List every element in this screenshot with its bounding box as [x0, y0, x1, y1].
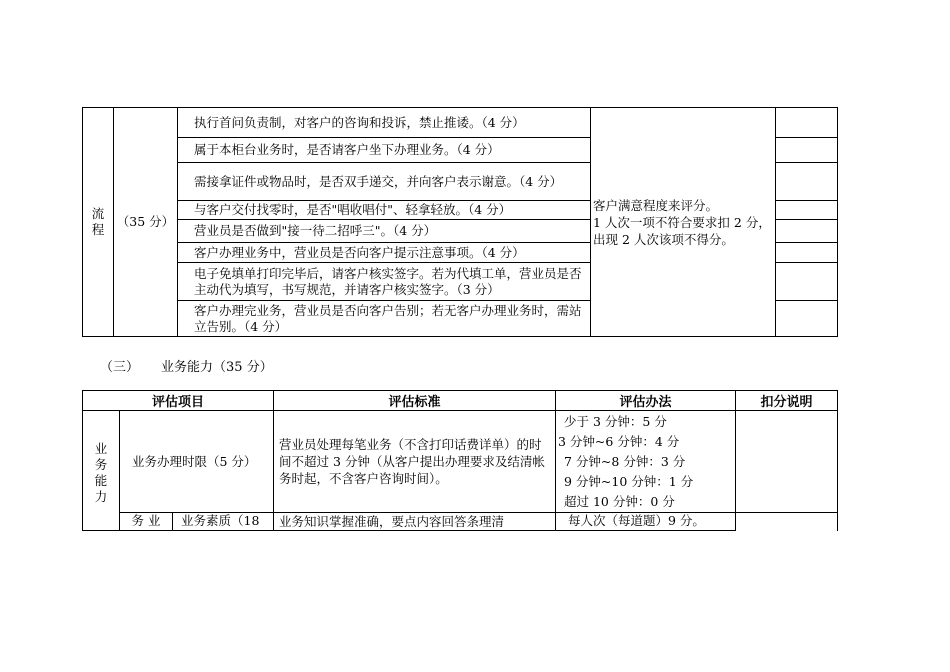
process-table: [82, 107, 838, 337]
table-row: 客户办理完业务，营业员是否向客户告别；若无客户办理业务时，需站立告别。（4 分）: [178, 301, 591, 337]
category-char: 程: [91, 222, 105, 237]
deduction-cell: [776, 301, 838, 337]
method-line: 客户满意程度来评分。: [593, 197, 719, 213]
category-char: 能: [94, 473, 108, 488]
deduction-cell: [736, 513, 838, 531]
method-line: 3 分钟~6 分钟：4 分: [558, 433, 680, 449]
section-heading: [100, 356, 295, 375]
deduction-cell: [776, 263, 838, 301]
method-line: 9 分钟~10 分钟：1 分: [564, 473, 694, 489]
header-deduction: 扣分说明: [736, 391, 838, 411]
category-char: 力: [94, 489, 108, 504]
deduction-cell: [776, 201, 838, 220]
table-row: 属于本柜台业务时，是否请客户坐下办理业务。（4 分）: [178, 138, 591, 163]
table-row: 需接拿证件或物品时，是否双手递交，并向客户表示谢意。（4 分）: [178, 163, 591, 201]
deduction-cell: [776, 108, 838, 138]
table-row: 电子免填单打印完毕后，请客户核实签字。若为代填工单，营业员是否主动代为填写，书写规范，并请客户核实签字。（3 分）: [178, 263, 591, 301]
deduction-cell: [776, 163, 838, 201]
score-cell: [114, 108, 178, 337]
sub-category-cell: 务 业: [120, 513, 173, 531]
table-row: 与客户交付找零时，是否"唱收唱付"、轻拿轻放。（4 分）: [178, 201, 591, 220]
category-char: 流: [91, 206, 105, 221]
method-line: 超过 10 分钟：0 分: [564, 493, 675, 509]
method-cell: 每人次（每道题）9 分。: [556, 513, 736, 531]
deduction-cell: [736, 411, 838, 513]
header-item: 评估项目: [83, 391, 274, 411]
criteria-cell: 业务知识掌握准确，要点内容回答条理清: [274, 513, 556, 531]
business-ability-table: [82, 390, 838, 531]
item-cell: 业务办理时限（5 分）: [120, 411, 274, 513]
method-cell: [591, 108, 776, 337]
table-row: 营业员是否做到"接一待二招呼三"。（4 分）: [178, 220, 591, 243]
category-char: 务: [94, 457, 108, 472]
header-method: 评估办法: [556, 391, 736, 411]
category-cell: [83, 411, 120, 531]
criteria-cell: 营业员处理每笔业务（不含打印话费详单）的时间不超过 3 分钟（从客户提出办理要求及结清帐务时起，不含客户咨询时间）。: [274, 411, 556, 513]
table-row: 执行首问负责制，对客户的咨询和投诉，禁止推诿。（4 分）: [178, 108, 591, 138]
method-line: 7 分钟~8 分钟：3 分: [564, 453, 686, 469]
section-title: 业务能力（35 分）: [161, 360, 273, 375]
method-line: 少于 3 分钟：5 分: [564, 413, 667, 429]
section-number: （三）: [100, 360, 140, 375]
deduction-cell: [776, 243, 838, 263]
category-char: 业: [94, 441, 108, 456]
table-row: 客户办理业务中，营业员是否向客户提示注意事项。（4 分）: [178, 243, 591, 263]
item-cell: 业务素质（18: [173, 513, 274, 531]
deduction-cell: [776, 138, 838, 163]
method-cell: [556, 411, 736, 513]
score-label: （35 分）: [116, 214, 175, 229]
category-cell: [83, 108, 114, 337]
method-line: 1 人次一项不符合要求扣 2 分，出现 2 人次该项不得分。: [593, 214, 771, 247]
header-criteria: 评估标准: [274, 391, 556, 411]
deduction-cell: [776, 220, 838, 243]
